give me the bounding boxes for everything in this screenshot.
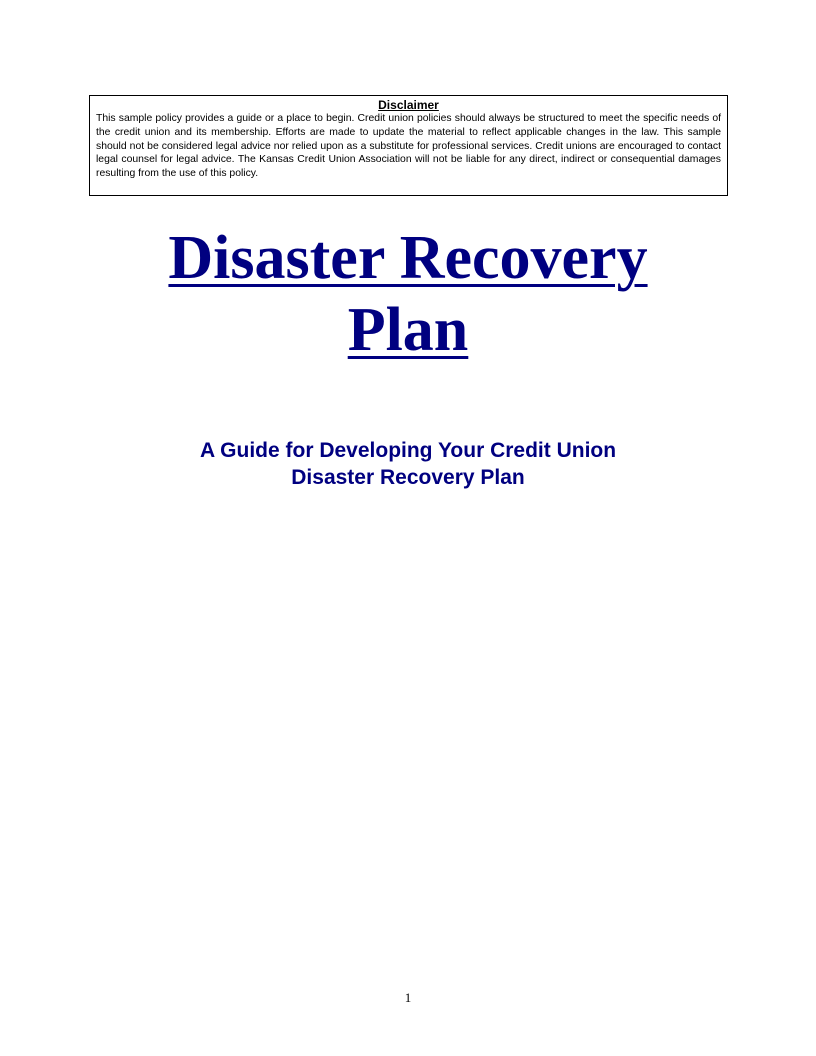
disclaimer-box [89,95,728,196]
document-title [0,222,816,366]
document-title-line-2: Plan [347,296,469,364]
document-title-line-1: Disaster Recovery [168,224,648,292]
document-subtitle-line-2: Disaster Recovery Plan [291,466,525,489]
document-subtitle [0,437,816,491]
disclaimer-body: This sample policy provides a guide or a place to begin. Credit union policies should always be structured to meet the specific needs of the credit union and its membership. Efforts are made to update the material to reflect applicable changes in the law. This sample should not be considered legal advice nor relied upon as a substitute for professional services. Credit unions are encouraged to contact legal counsel for legal advice. The Kansas Credit Union Association will not be liable for any direct, indirect or consequential damages resulting from the use of this policy. [96,113,721,180]
page-number: 1 [404,990,412,1005]
disclaimer-title: Disclaimer [378,98,439,112]
document-subtitle-line-1: A Guide for Developing Your Credit Union [199,439,617,462]
